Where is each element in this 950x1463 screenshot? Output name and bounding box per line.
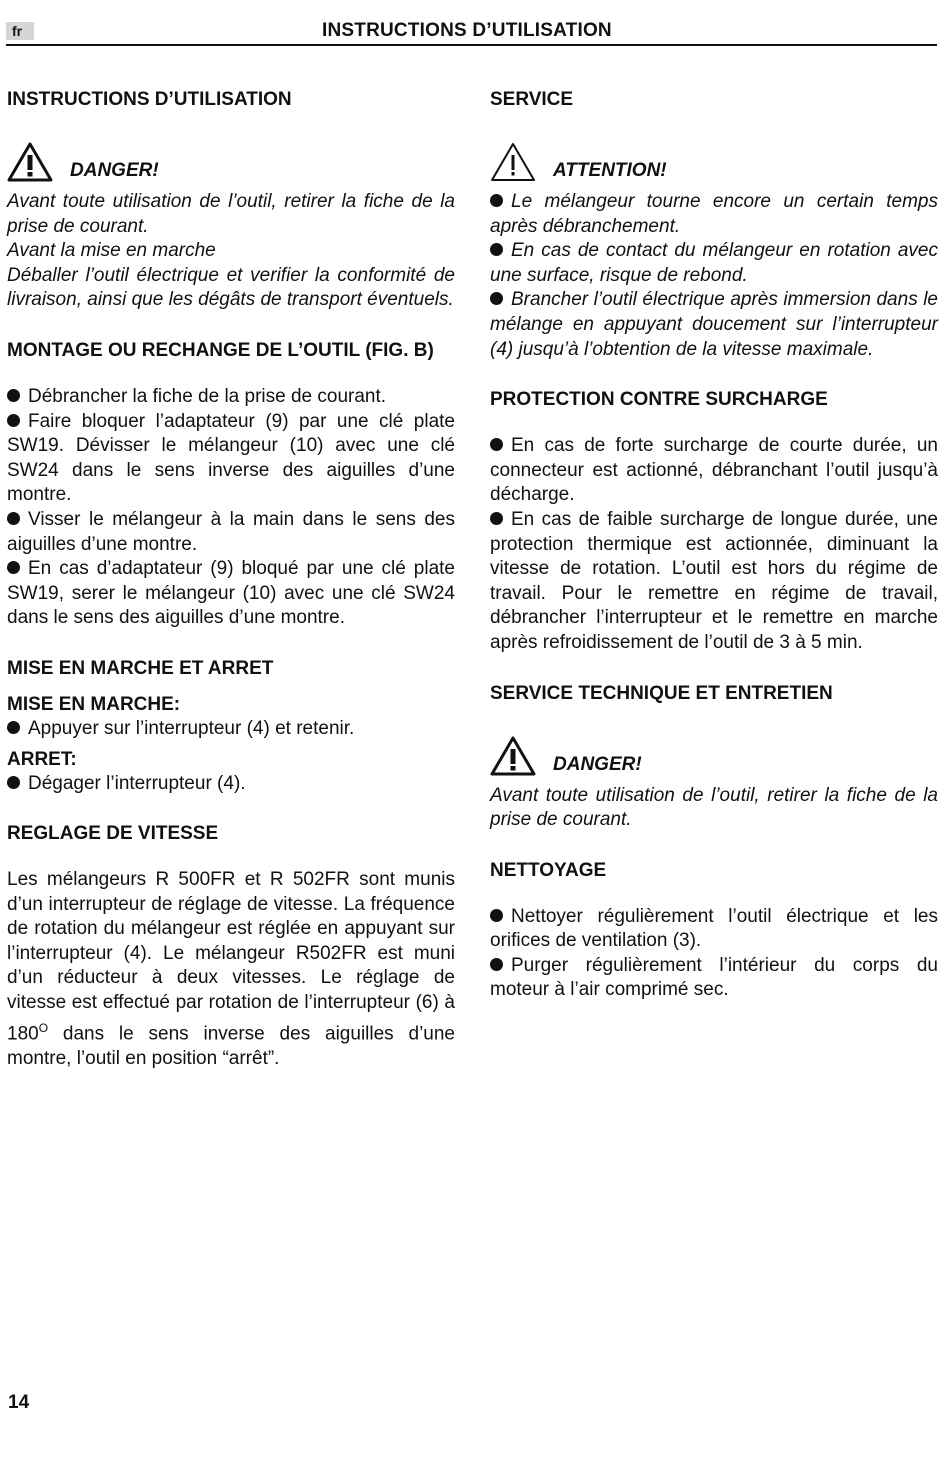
list-item: Appuyer sur l’interrupteur (4) et retenir. bbox=[7, 717, 455, 742]
danger-label: DANGER! bbox=[70, 160, 159, 181]
vitesse-text: Les mélangeurs R 500FR et R 502FR sont munis d’un interrupteur de réglage de vitesse. La fréquence de rotation du mélangeur est réglée en appuyant sur l’interrupteur (4). Le mélangeur R502FR est muni d’un réducteur à deux vitesses. Le réglage de vitesse est effectué par rotation de l’interrupteur (6) à $180^O$ dans le sens inverse des aiguilles d’une montre, l’outil en position “arrêt”. bbox=[7, 869, 455, 1069]
heading-technique: SERVICE TECHNIQUE ET ENTRETIEN bbox=[490, 682, 833, 704]
list-item: Visser le mélangeur à la main dans le sens des aiguilles d’une montre. bbox=[7, 508, 455, 555]
list-item: En cas d’adaptateur (9) bloqué par une clé plate SW19, serer le mélangeur (10) avec une clé SW24 dans le sens des aiguilles d’une montre. bbox=[7, 558, 455, 629]
bullet-icon bbox=[490, 909, 503, 922]
heading-vitesse: REGLAGE DE VITESSE bbox=[7, 823, 219, 845]
danger-text: Avant toute utilisation de l’outil, retirer la fiche de la prise de courant. bbox=[490, 784, 938, 831]
bullet-icon bbox=[490, 438, 503, 451]
before-start-text: Déballer l’outil électrique et verifier la conformité de livraison, ainsi que les dégâts de transport éventuels. bbox=[7, 264, 455, 311]
heading-montage: MONTAGE OU RECHANGE DE L’OUTIL (FIG. B) bbox=[7, 339, 434, 361]
bullet-icon bbox=[490, 243, 503, 256]
bullet-icon bbox=[490, 958, 503, 971]
bullet-icon bbox=[7, 561, 20, 574]
bullet-icon bbox=[7, 389, 20, 402]
warning-triangle-icon bbox=[7, 142, 53, 182]
language-tag: fr bbox=[6, 22, 34, 40]
danger-warning bbox=[490, 730, 938, 776]
list-item: Nettoyer régulièrement l’outil électrique et les orifices de ventilation (3). bbox=[490, 905, 938, 952]
danger-label: DANGER! bbox=[553, 753, 642, 775]
list-item: Faire bloquer l’adaptateur (9) par une clé plate SW19. Dévisser le mélangeur (10) avec une clé SW24 dans le sens inverse des aiguilles d’une montre. bbox=[7, 410, 455, 506]
right-column bbox=[490, 88, 938, 1003]
bullet-icon bbox=[7, 512, 20, 525]
bullet-icon bbox=[490, 194, 503, 207]
list-item: Dégager l’interrupteur (4). bbox=[7, 772, 455, 797]
warning-triangle-icon bbox=[490, 736, 536, 776]
list-item: En cas de forte surcharge de courte durée, un connecteur est actionné, débranchant l’outil jusqu’à décharge. bbox=[490, 435, 938, 506]
heading-usage: INSTRUCTIONS D’UTILISATION bbox=[7, 89, 292, 110]
bullet-icon bbox=[7, 721, 20, 734]
warning-triangle-icon bbox=[490, 142, 536, 182]
heading-arret: ARRET: bbox=[7, 748, 77, 770]
attention-warning bbox=[490, 136, 938, 182]
list-item: Le mélangeur tourne encore un certain temps après débranchement. bbox=[490, 191, 938, 237]
heading-mise-en-marche: MISE EN MARCHE: bbox=[7, 693, 181, 715]
list-item: Débrancher la fiche de la prise de courant. bbox=[7, 385, 455, 410]
danger-text: Avant toute utilisation de l’outil, retirer la fiche de la prise de courant. bbox=[7, 191, 455, 237]
attention-label: ATTENTION! bbox=[553, 160, 667, 181]
bullet-icon bbox=[490, 512, 503, 525]
heading-protection: PROTECTION CONTRE SURCHARGE bbox=[490, 389, 828, 411]
list-item: En cas de faible surcharge de longue durée, une protection thermique est actionnée, diminuant la vitesse de rotation. L’outil est hors du régime de travail. Pour le remettre en régime de travail, débrancher l’interrupteur et le remettre en marche après refroidissement de l’outil de 3 à 5 min. bbox=[490, 508, 938, 653]
before-start-title: Avant la mise en marche bbox=[7, 240, 216, 262]
danger-warning bbox=[7, 136, 455, 182]
left-column bbox=[7, 88, 455, 1071]
heading-marche-arret: MISE EN MARCHE ET ARRET bbox=[7, 657, 274, 679]
heading-service: SERVICE bbox=[490, 89, 574, 110]
list-item: Brancher l’outil électrique après immersion dans le mélange en appuyant doucement sur l’interrupteur (4) jusqu’à l’obtention de la vitesse maximale. bbox=[490, 289, 938, 360]
page-number: 14 bbox=[8, 1392, 30, 1413]
bullet-icon bbox=[7, 776, 20, 789]
header-title: INSTRUCTIONS D’UTILISATION bbox=[322, 20, 612, 41]
heading-nettoyage: NETTOYAGE bbox=[490, 859, 607, 881]
list-item: En cas de contact du mélangeur en rotation avec une surface, risque de rebond. bbox=[490, 240, 938, 286]
page-header bbox=[6, 20, 937, 46]
bullet-icon bbox=[7, 414, 20, 427]
list-item: Purger régulièrement l’intérieur du corps du moteur à l’air comprimé sec. bbox=[490, 954, 938, 1001]
bullet-icon bbox=[490, 292, 503, 305]
